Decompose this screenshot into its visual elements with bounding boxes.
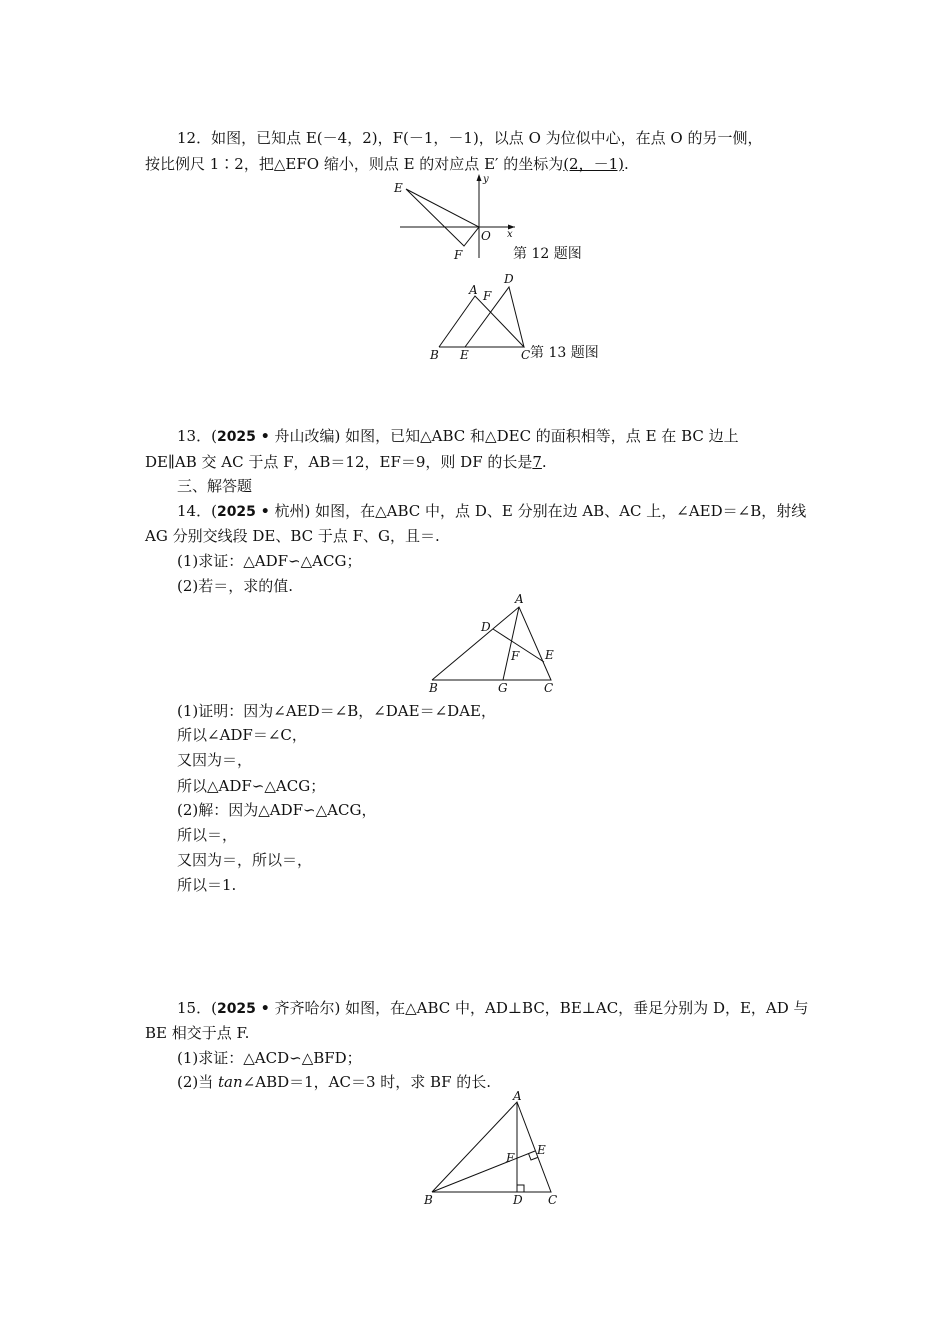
q14-part-1: (1)求证：△ADF∽△ACG； <box>177 552 362 570</box>
q15-line-1 <box>177 998 809 1019</box>
q12-line-1: 12．如图，已知点 E(－4，2)，F(－1，－1)，以点 O 为位似中心，在点 O 的另一侧， <box>177 129 763 147</box>
q14-line-2: AG 分别交线段 DE、BC 于点 F、G，且＝. <box>145 527 440 545</box>
q14-solution-line-6: 所以＝， <box>177 826 238 844</box>
q13-label-a: A <box>469 283 478 297</box>
q15-label-e: E <box>537 1143 546 1157</box>
q12-figure <box>390 170 530 265</box>
q12-label-o: O <box>481 229 491 243</box>
q14-label-c: C <box>544 681 554 695</box>
q14-line-1-start: 14．( <box>177 502 217 520</box>
y-axis-arrow <box>477 174 482 181</box>
q14-solution-line-2: 所以∠ADF＝∠C， <box>177 726 307 744</box>
q15-line-1-text: 齐齐哈尔) 如图，在△ABC 中，AD⊥BC，BE⊥AC，垂足分别为 D，E，AD 与 <box>269 999 809 1017</box>
q13-caption: 第 13 题图 <box>530 345 599 361</box>
q12-line-2-end: . <box>624 155 629 173</box>
q13-label-f: F <box>483 289 492 303</box>
q14-solution-line-1: (1)证明：因为∠AED＝∠B，∠DAE＝∠DAE， <box>177 702 496 720</box>
right-angle-d <box>517 1185 524 1192</box>
q12-caption: 第 12 题图 <box>513 246 582 262</box>
q14-solution-line-7: 又因为＝，所以＝， <box>177 851 313 869</box>
q12-line-2-text: 按比例尺 1∶2，把△EFO 缩小，则点 E 的对应点 E′ 的坐标为 <box>145 155 564 173</box>
q14-solution-line-5: (2)解：因为△ADF∽△ACG， <box>177 801 377 819</box>
q15-part-2-text: ∠ABD＝1，AC＝3 时，求 BF 的长. <box>242 1073 492 1091</box>
q13-source: 2025 • <box>216 429 270 445</box>
q15-label-a: A <box>513 1090 522 1103</box>
q13-label-c: C <box>521 348 531 362</box>
q13-label-e: E <box>460 348 469 362</box>
q15-figure <box>415 1090 575 1215</box>
q15-label-b: B <box>424 1193 433 1207</box>
triangle-abc <box>432 607 551 680</box>
q13-line-1-start: 13．( <box>177 427 217 445</box>
q14-line-1 <box>177 501 806 522</box>
q15-label-c: C <box>548 1193 558 1207</box>
q14-label-e: E <box>545 648 554 662</box>
triangle-abc <box>439 296 524 347</box>
altitude-be <box>432 1151 535 1192</box>
q15-label-f: F <box>506 1151 515 1165</box>
q14-label-f: F <box>511 649 520 663</box>
q13-line-1 <box>177 426 739 447</box>
q13-label-d: D <box>504 272 514 286</box>
q12-label-f: F <box>454 248 463 262</box>
q15-label-d: D <box>513 1193 523 1207</box>
q14-source: 2025 • <box>216 504 270 520</box>
q14-solution-line-4: 所以△ADF∽△ACG； <box>177 777 326 795</box>
q13-line-1-text: 舟山改编) 如图，已知△ABC 和△DEC 的面积相等，点 E 在 BC 边上 <box>269 427 739 445</box>
q13-label-b: B <box>430 348 439 362</box>
q13-figure <box>425 270 540 365</box>
q15-tan: tan <box>218 1073 243 1091</box>
triangle-abc <box>432 1102 551 1192</box>
q15-line-2: BE 相交于点 F. <box>145 1024 250 1042</box>
section-heading: 三、解答题 <box>177 477 253 495</box>
triangle-efo <box>406 189 479 246</box>
q14-label-a: A <box>515 592 524 606</box>
q15-part-2-start: (2)当 <box>177 1073 219 1091</box>
q14-label-d: D <box>481 620 491 634</box>
q13-line-2-end: . <box>541 453 547 471</box>
q14-figure <box>420 592 560 697</box>
q14-part-2: (2)若＝，求的值. <box>177 577 294 595</box>
q12-line-2 <box>145 154 629 174</box>
q14-solution-line-8: 所以＝1. <box>177 876 237 894</box>
q15-part-1: (1)求证：△ACD∽△BFD； <box>177 1049 362 1067</box>
q13-line-2-text: DE∥AB 交 AC 于点 F，AB＝12，EF＝9，则 DF 的长是 <box>145 453 533 471</box>
q12-answer: (2，－1) <box>563 155 624 173</box>
q14-solution-line-3: 又因为＝， <box>177 751 253 769</box>
q14-label-g: G <box>498 681 508 695</box>
q14-line-1-text: 杭州) 如图，在△ABC 中，点 D、E 分别在边 AB、AC 上，∠AED＝∠B，射线 <box>269 502 807 520</box>
q12-label-x: x <box>507 229 513 240</box>
q15-source: 2025 • <box>216 1001 270 1017</box>
q15-part-2 <box>177 1072 491 1092</box>
q15-line-1-start: 15．( <box>177 999 217 1017</box>
q13-line-2 <box>145 452 547 472</box>
q13-answer: 7 <box>532 453 542 471</box>
q14-label-b: B <box>429 681 438 695</box>
q12-label-e: E <box>394 181 403 195</box>
q12-label-y: y <box>483 174 489 185</box>
